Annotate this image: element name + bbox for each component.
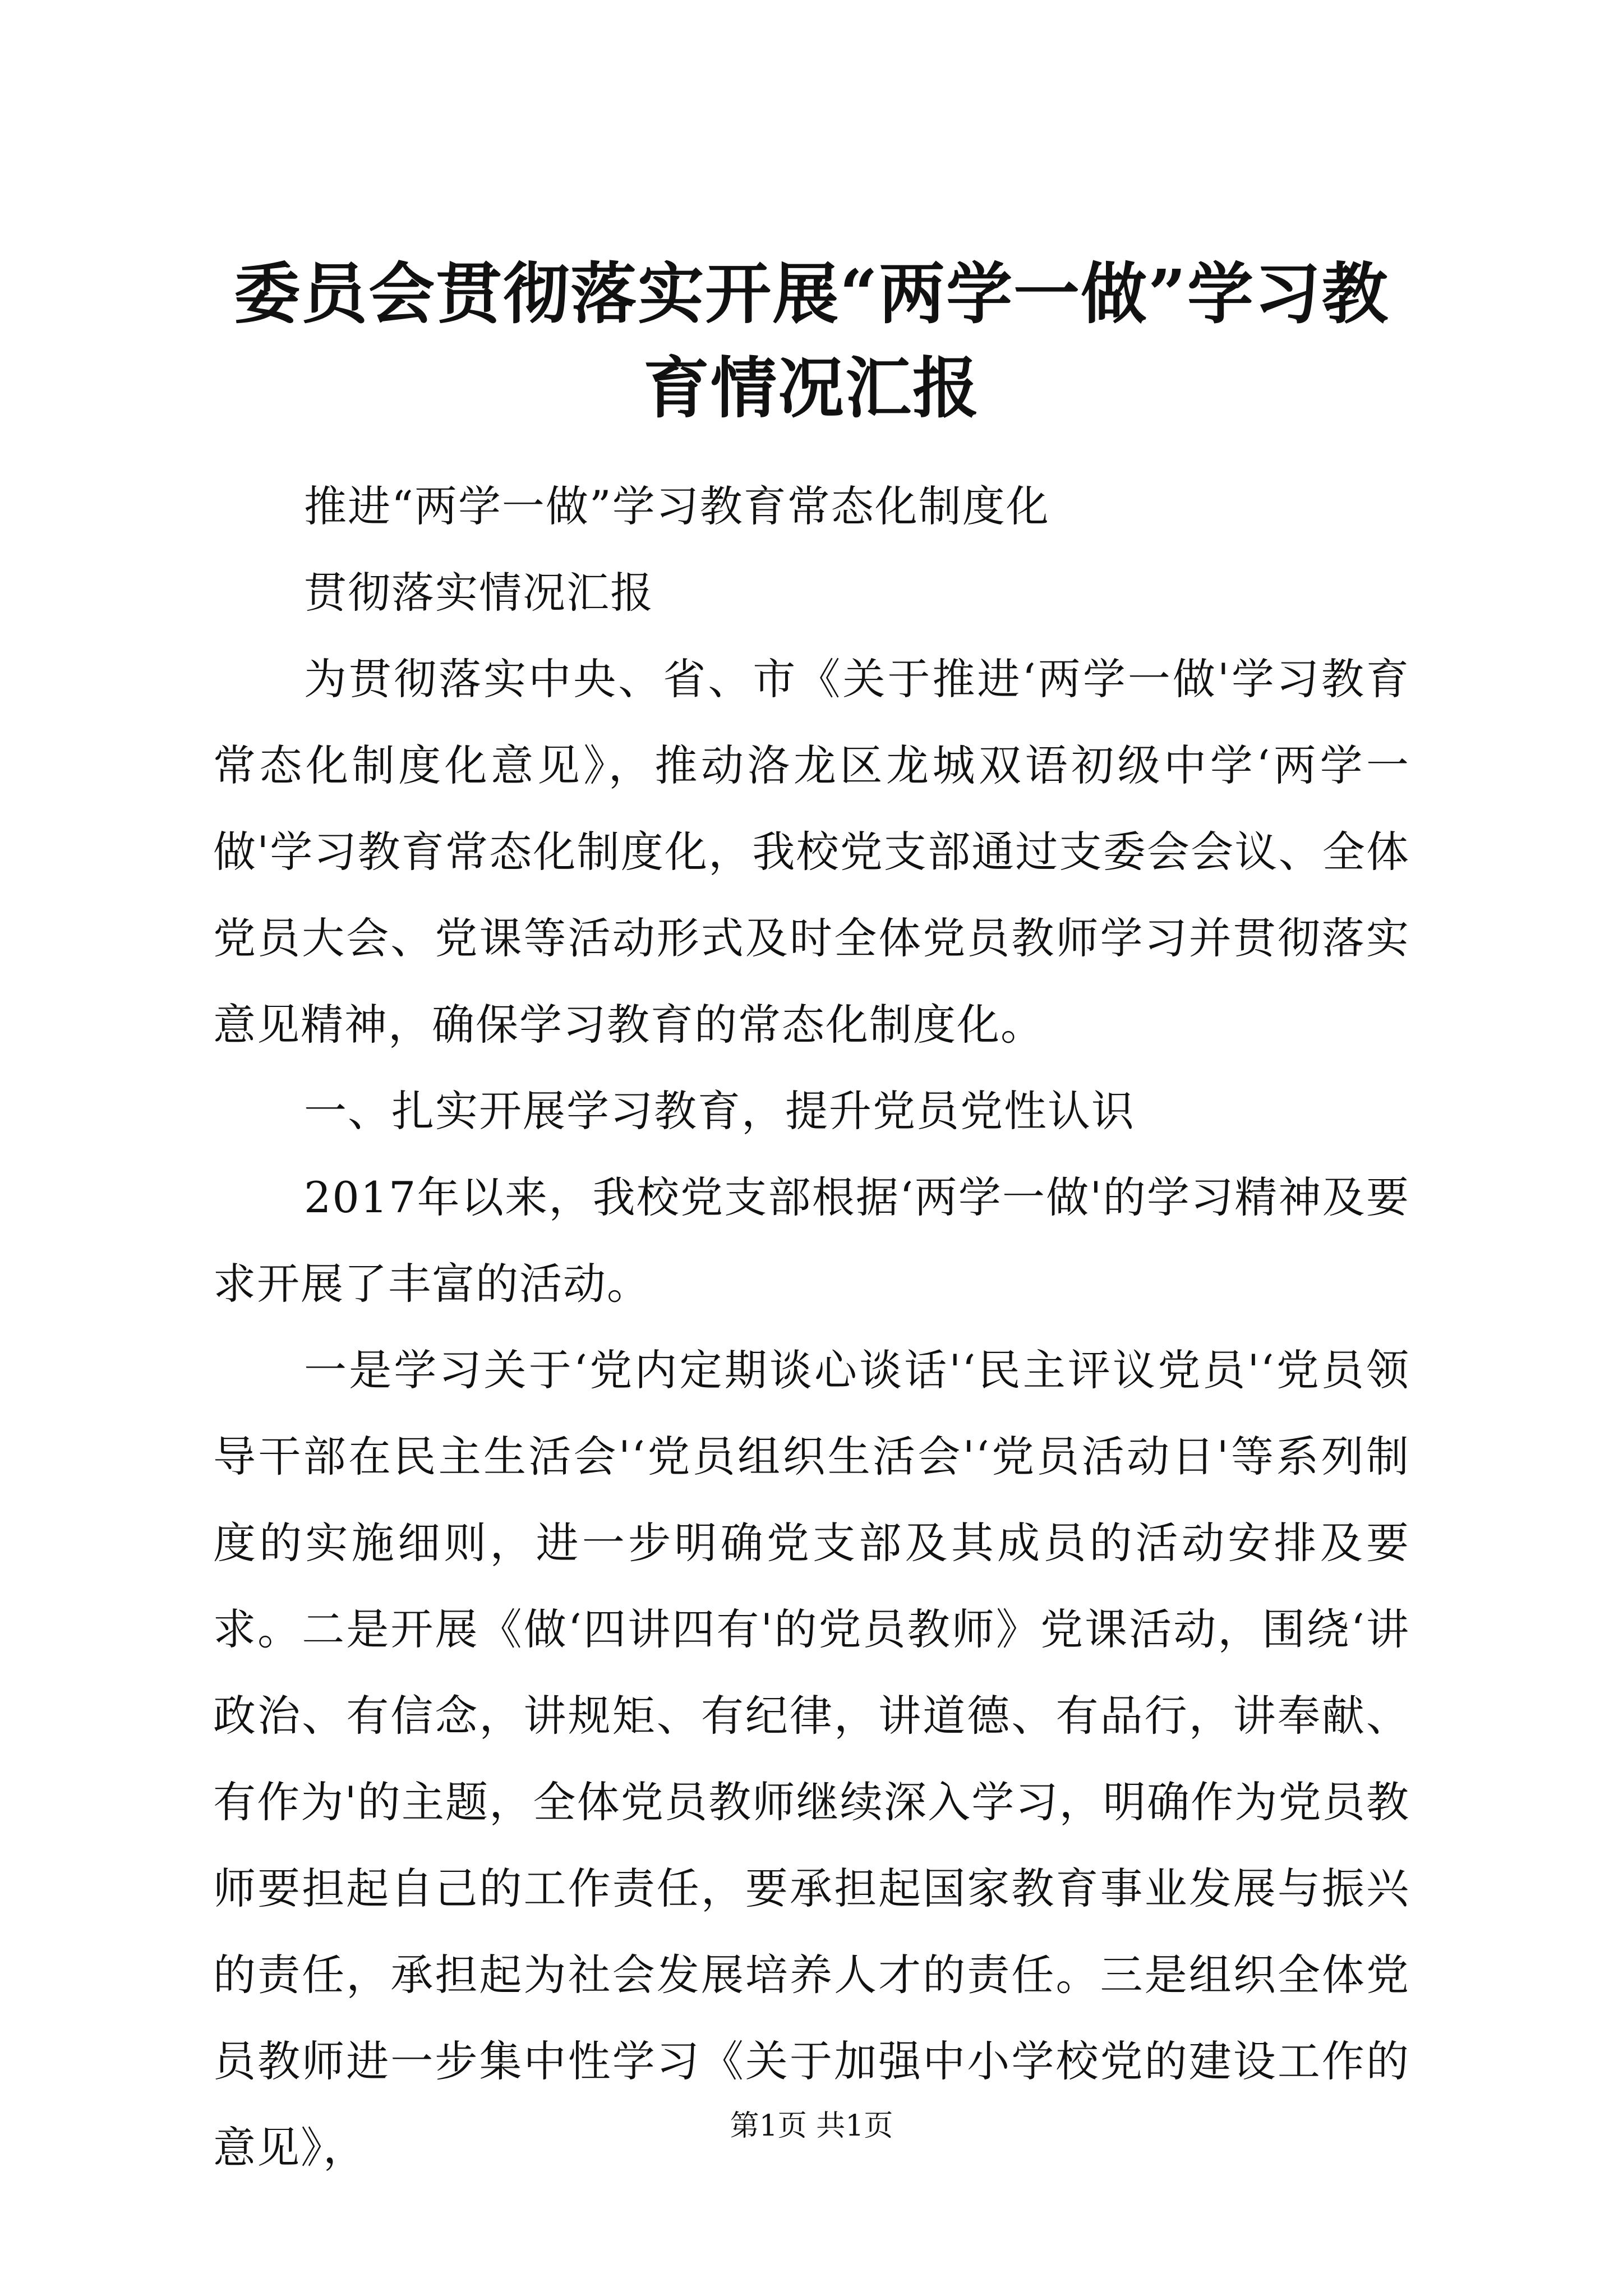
body-paragraph: 一是学习关于‘党内定期谈心谈话'‘民主评议党员'‘党员领导干部在民主生活会'‘党员组织生活会'‘党员活动日'等系列制度的实施细则，进一步明确党支部及其成员的活动安排及要求。二是开展《做‘四讲四有'的党员教师》党课活动，围绕‘讲政治、有信念，讲规矩、有纪律，讲道德、有品行，讲奉献、有作为'的主题，全体党员教师继续深入学习，明确作为党员教师要担起自己的工作责任，要承担起国家教育事业发展与振兴的责任，承担起为社会发展培养人才的责任。三是组织全体党员教师进一步集中性学习《关于加强中小学校党的建设工作的意见》， [213,1345,1410,2173]
body-paragraph: 为贯彻落实中央、省、市《关于推进‘两学一做'学习教育常态化制度化意见》，推动洛龙区龙城双语初级中学‘两学一做'学习教育常态化制度化，我校党支部通过支委会会议、全体党员大会、党课等活动形式及时全体党员教师学习并贯彻落实意见精神，确保学习教育的常态化制度化。 [213,654,1410,1050]
subtitle-line-2: 贯彻落实情况汇报 [304,568,654,618]
section-heading: 一、扎实开展学习教育，提升党员党性认识 [304,1086,1135,1136]
body-paragraph: 2017年以来，我校党支部根据‘两学一做'的学习精神及要求开展了丰富的活动。 [213,1172,1410,1309]
document-body [213,463,1410,2191]
page-footer: 第1页 共1页 [730,2109,893,2143]
subtitle-line-1: 推进“两学一做”学习教育常态化制度化 [304,481,1050,531]
document-title: 委员会贯彻落实开展“两学一做”学习教育情况汇报 [234,255,1389,427]
